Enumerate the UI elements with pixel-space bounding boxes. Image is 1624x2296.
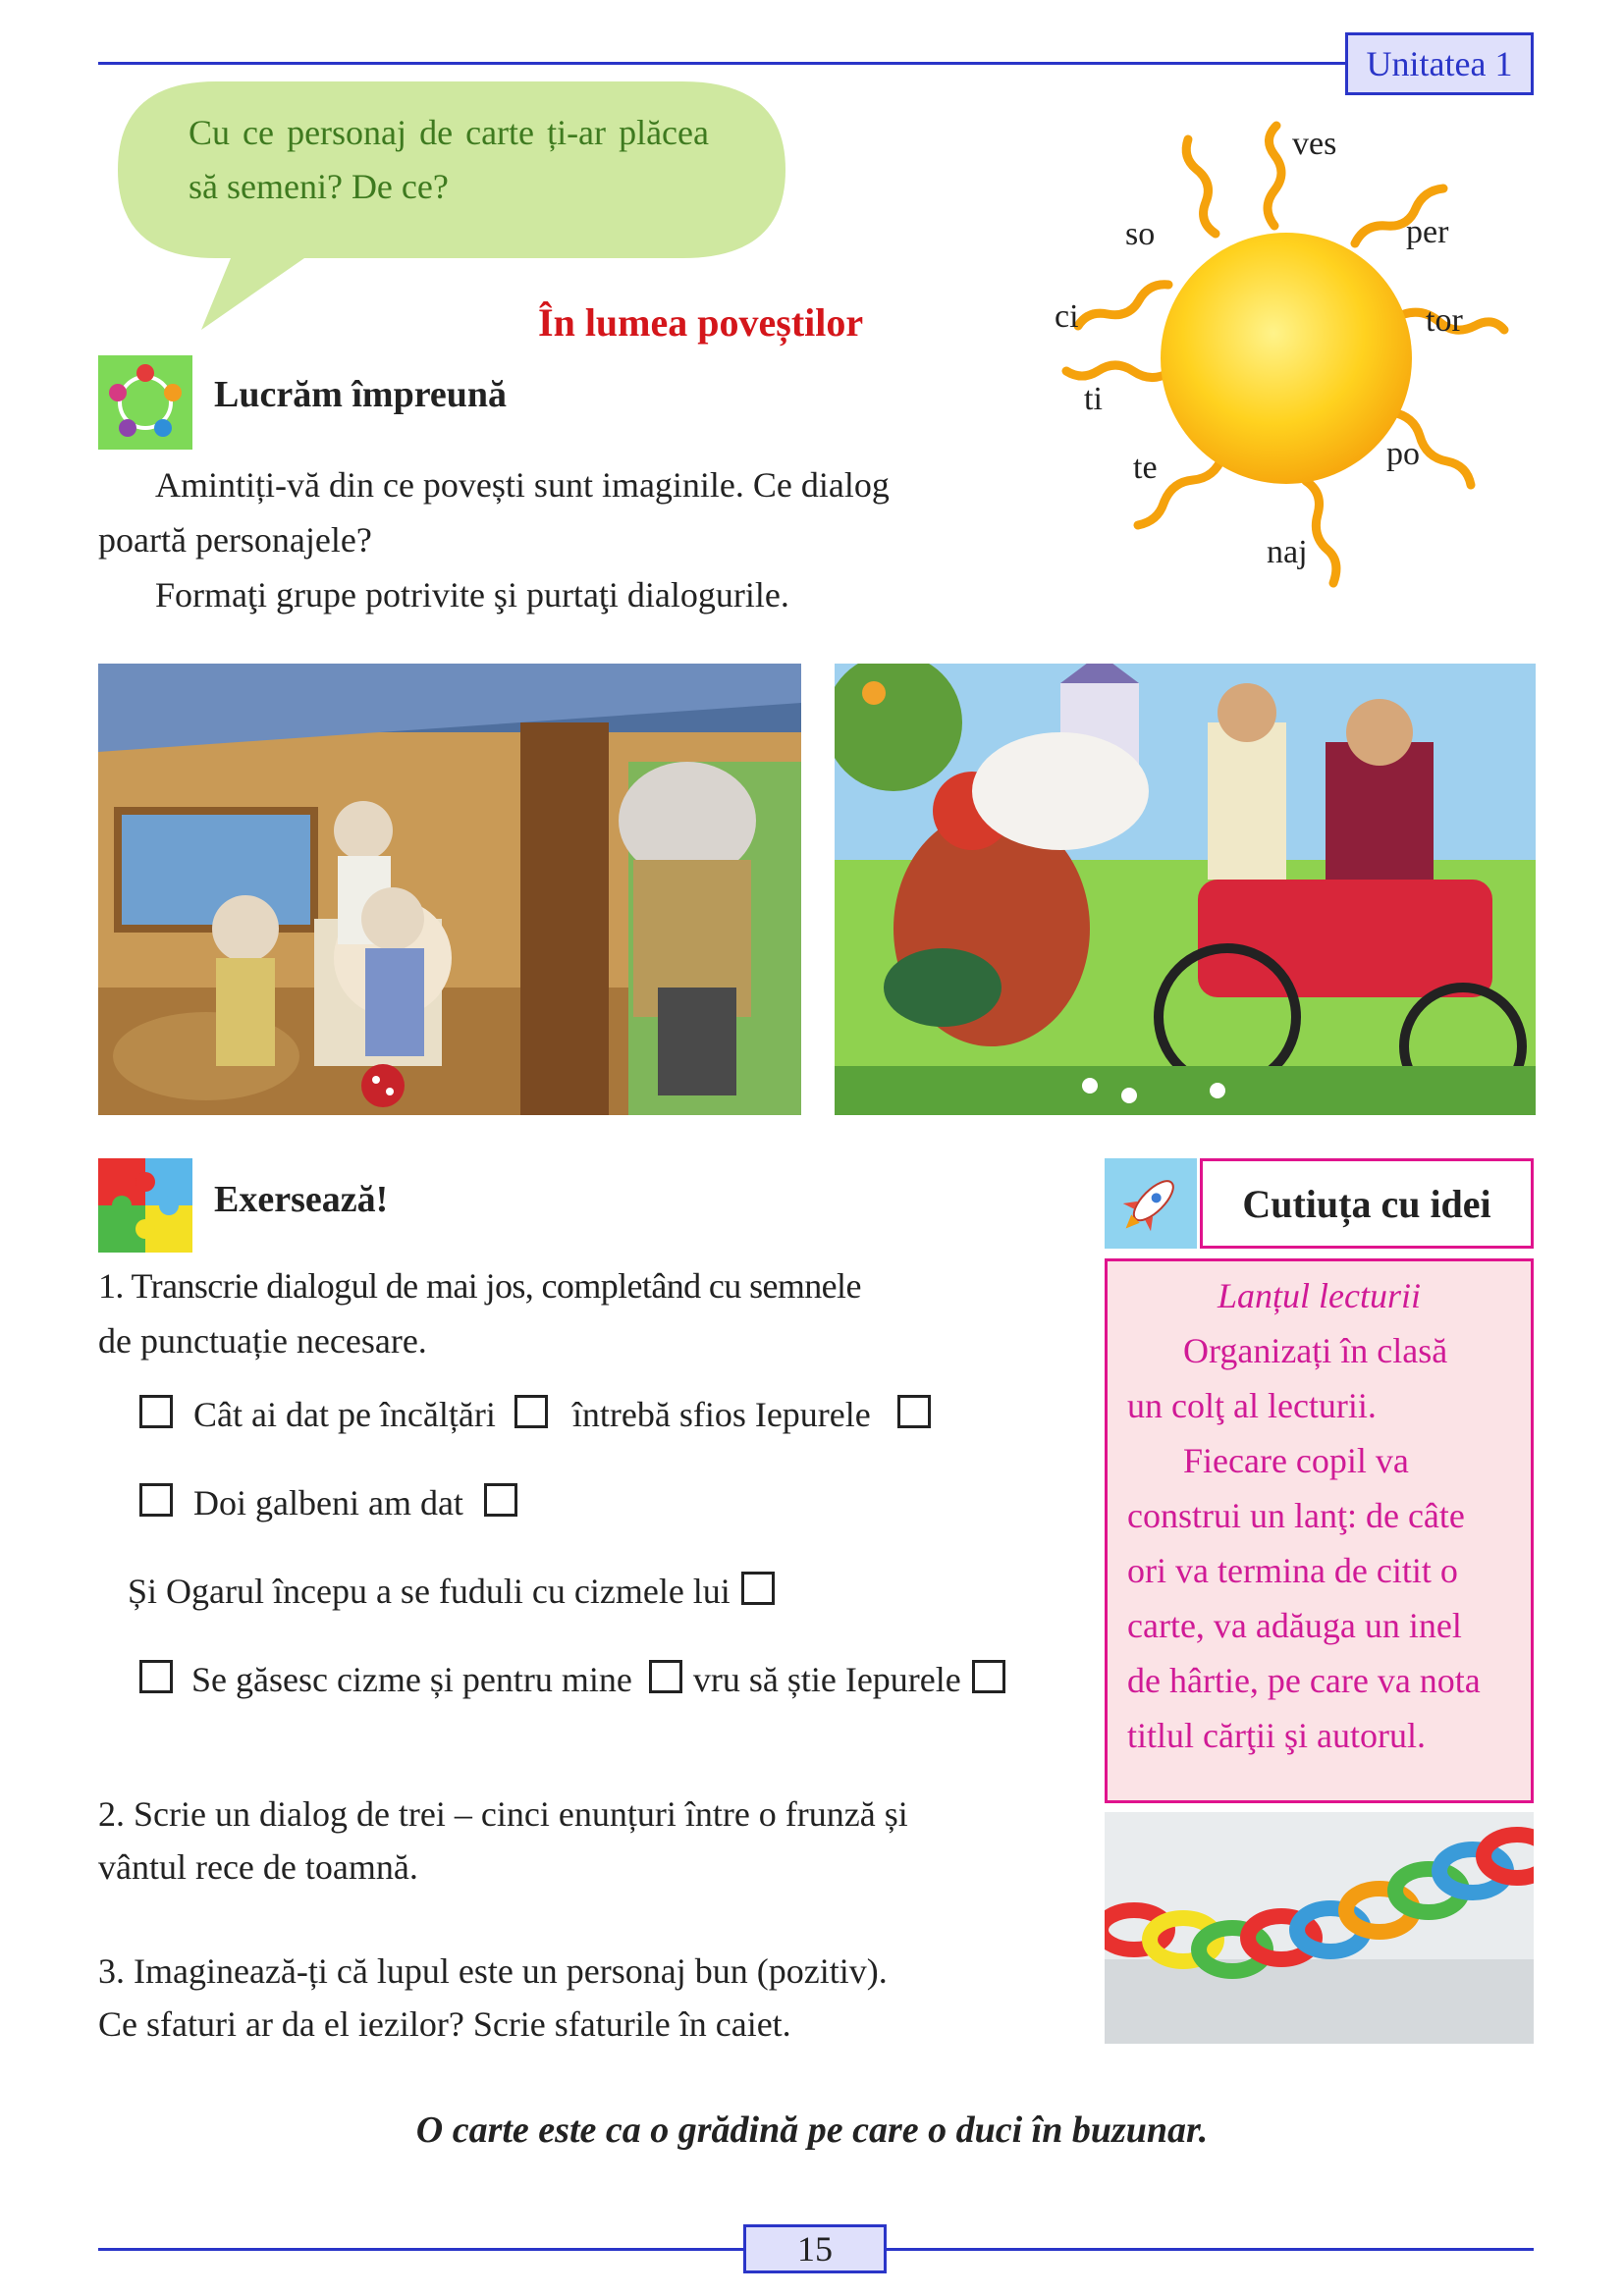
syllable-per: per [1406, 214, 1449, 250]
ideas-line: de hârtie, pe care va nota [1127, 1661, 1481, 1700]
dialog-line-3 [128, 1571, 775, 1612]
ideas-line: ori va termina de citit o [1127, 1551, 1458, 1590]
team-icon [98, 355, 192, 450]
exercise-item1-line1: 1. Transcrie dialogul de mai jos, completând cu semnele [98, 1266, 861, 1306]
punctuation-box[interactable] [484, 1483, 517, 1517]
paper-chain-photo [1105, 1812, 1534, 2044]
dialog-text: Cât ai dat pe încălțări [193, 1395, 496, 1434]
exercise-item3-line2: Ce sfaturi ar da el iezilor? Scrie sfaturile în caiet. [98, 2004, 791, 2044]
ideas-line: titlul cărţii şi autorul. [1127, 1716, 1426, 1755]
footer-rule-right [887, 2248, 1534, 2251]
exercise-item3-line1: 3. Imaginează-ți că lupul este un personaj bun (pozitiv). [98, 1951, 888, 1991]
syllable-ci: ci [1055, 298, 1079, 335]
syllable-tor: tor [1426, 302, 1463, 339]
dialog-text: Doi galbeni am dat [193, 1483, 463, 1522]
syllable-naj: naj [1267, 534, 1308, 570]
bubble-question: Cu ce personaj de carte ți-ar plăcea să semeni? De ce? [189, 113, 709, 206]
rocket-icon [1105, 1158, 1197, 1249]
ideas-line: un colţ al lecturii. [1127, 1386, 1377, 1425]
punctuation-box[interactable] [972, 1660, 1005, 1693]
exercise-item2-line2: vântul rece de toamnă. [98, 1847, 418, 1887]
punctuation-box[interactable] [649, 1660, 682, 1693]
syllable-te: te [1133, 450, 1158, 486]
work-together-title: Lucrăm împreună [214, 374, 508, 415]
footer-rule-left [98, 2248, 743, 2251]
ideas-line: carte, va adăuga un inel [1127, 1606, 1462, 1645]
ideas-line: Organizați în clasă [1183, 1331, 1448, 1370]
page-number: 15 [743, 2224, 887, 2273]
syllable-po: po [1386, 436, 1420, 472]
story-image-goat-and-wolf [98, 664, 801, 1115]
dialog-text: vru să știe Iepurele [692, 1660, 961, 1699]
punctuation-box[interactable] [514, 1395, 548, 1428]
dialog-line-1 [139, 1394, 931, 1435]
punctuation-box[interactable] [139, 1483, 173, 1517]
punctuation-box[interactable] [139, 1395, 173, 1428]
punctuation-box[interactable] [897, 1395, 931, 1428]
exercise-item1-line2: de punctuație necesare. [98, 1321, 427, 1361]
ideas-line: construi un lanţ: de câte [1127, 1496, 1465, 1535]
dialog-line-2 [139, 1482, 517, 1523]
ideas-line: Fiecare copil va [1183, 1441, 1409, 1480]
ideas-subtitle: Lanțul lecturii [1218, 1276, 1421, 1315]
lesson-title: În lumea poveștilor [538, 300, 864, 345]
dialog-text: Se găsesc cizme și pentru mine [191, 1660, 632, 1699]
story-image-rooster-and-boyar [835, 664, 1536, 1115]
ideas-box-title: Cutiuța cu idei [1200, 1158, 1534, 1249]
header-rule [98, 62, 1345, 65]
work-together-line2: poartă personajele? [98, 520, 372, 560]
syllable-ti: ti [1084, 381, 1103, 417]
closing-quote: O carte este ca o grădină pe care o duci în buzunar. [415, 2109, 1209, 2151]
punctuation-box[interactable] [741, 1572, 775, 1605]
syllable-so: so [1125, 216, 1156, 252]
unit-label: Unitatea 1 [1345, 32, 1534, 95]
sun-illustration [1021, 118, 1532, 599]
exercise-title: Exersează! [214, 1179, 389, 1220]
work-together-line1: Amintiți-vă din ce povești sunt imaginile. Ce dialog [155, 465, 890, 505]
dialog-line-4 [139, 1659, 1005, 1700]
dialog-text: Și Ogarul începu a se fuduli cu cizmele lui [128, 1572, 731, 1611]
syllable-ves: ves [1292, 126, 1337, 162]
puzzle-icon [98, 1158, 192, 1253]
exercise-item2-line1: 2. Scrie un dialog de trei – cinci enunțuri între o frunză și [98, 1794, 908, 1834]
dialog-text: întrebă sfios Iepurele [571, 1395, 871, 1434]
work-together-line3: Formaţi grupe potrivite şi purtaţi dialogurile. [155, 575, 789, 614]
punctuation-box[interactable] [139, 1660, 173, 1693]
